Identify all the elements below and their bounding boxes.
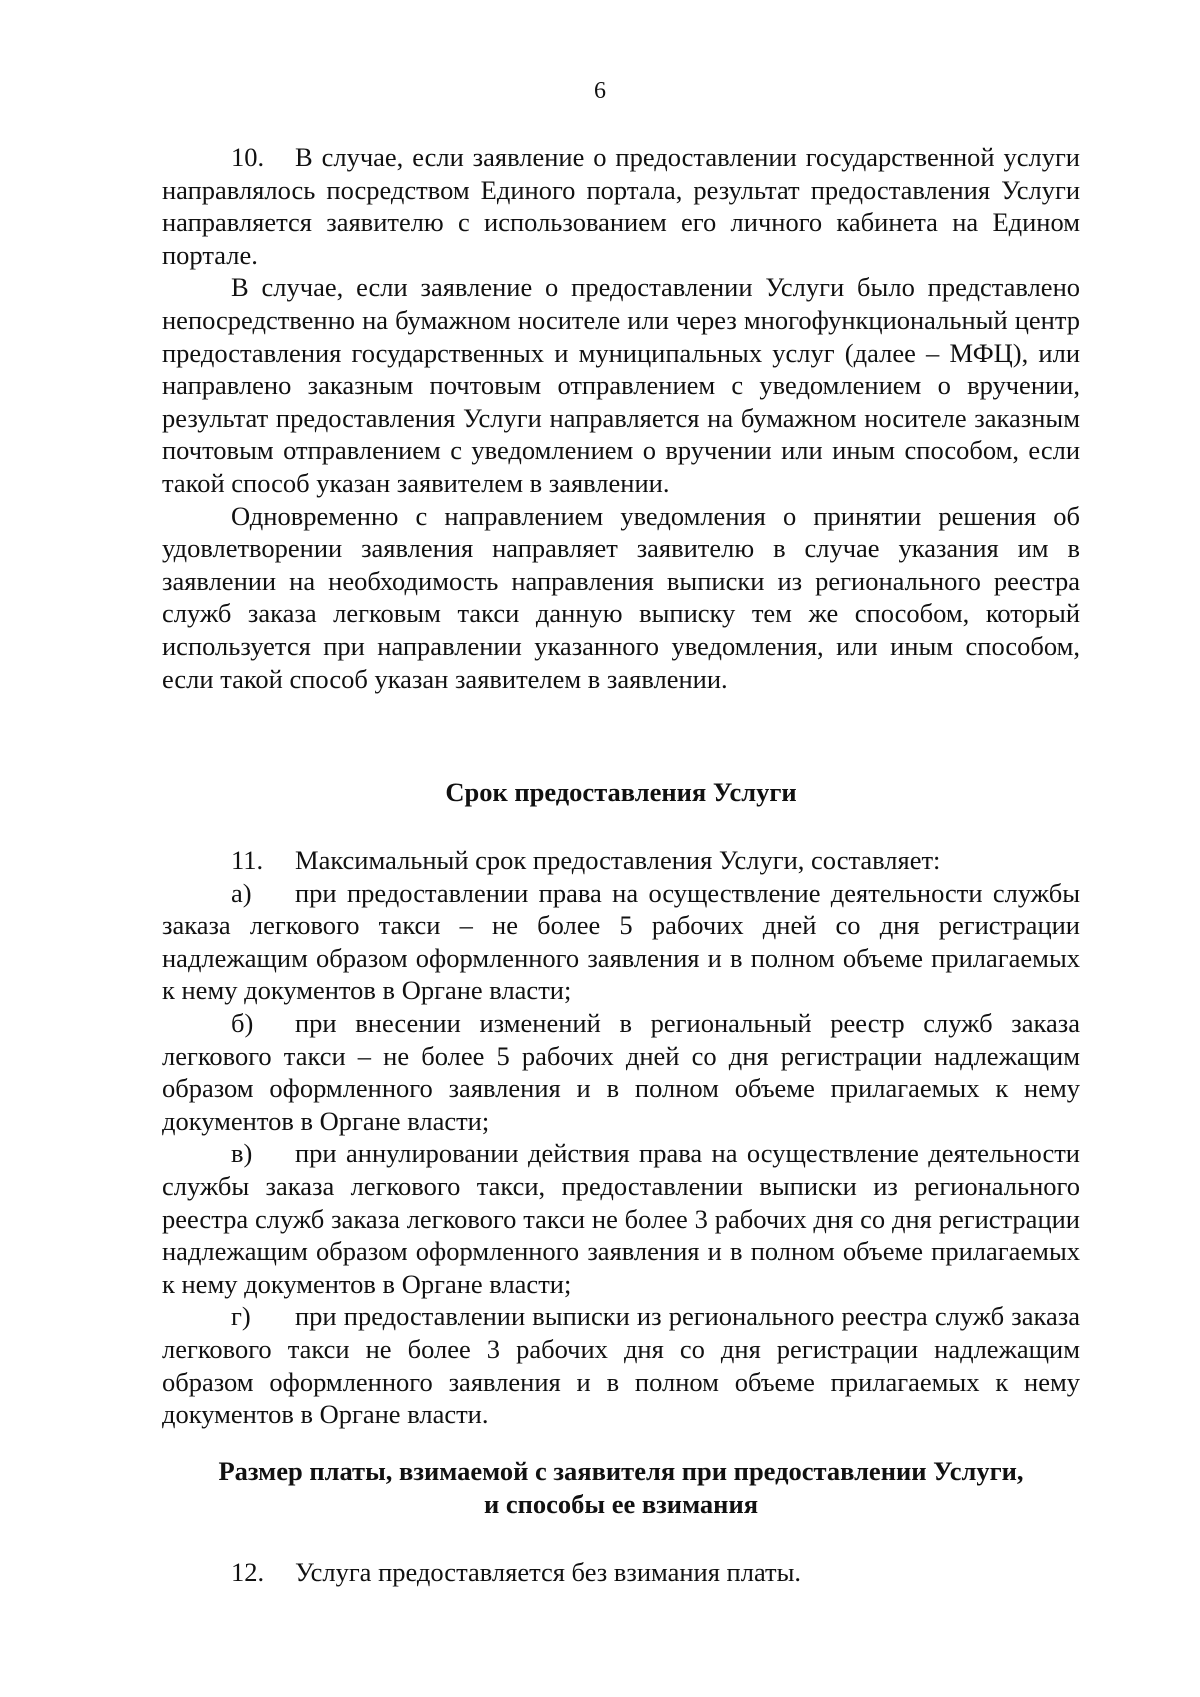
paragraph-11-b bbox=[162, 1007, 1080, 1137]
paragraph-text: Одновременно с направлением уведомления о принятии решения об удовлетворении заявления направляет заявителю в случае указания им в заявлении на необходимость направления выписки из регионального реестра служб заказа легковым такси данную выписку тем же способом, который используется при направлении указанного уведомления, или иным способом, если такой способ указан заявителем в заявлении. bbox=[162, 500, 1080, 694]
paragraph-number: 11. bbox=[231, 845, 264, 875]
heading-fee bbox=[162, 1455, 1080, 1520]
item-text: при аннулировании действия права на осуществление деятельности службы заказа легкового такси, предоставлении выписки из регионального реестра служб заказа легкового такси не более 3 рабочих дня со дня регистрации надлежащим образом оформленного заявления и в полном объеме прилагаемых к нему документов в Органе власти; bbox=[162, 1138, 1080, 1299]
paragraph-10-1 bbox=[162, 141, 1080, 271]
paragraph-11-intro bbox=[162, 844, 1080, 877]
item-label: в) bbox=[231, 1138, 253, 1169]
paragraph-11-v bbox=[162, 1137, 1080, 1300]
heading-fee-line-2: и способы ее взимания bbox=[483, 1488, 759, 1519]
paragraph-10-2 bbox=[162, 271, 1080, 499]
paragraph-11-a bbox=[162, 877, 1080, 1007]
paragraph-text: Максимальный срок предоставления Услуги, составляет: bbox=[295, 845, 941, 875]
section-10 bbox=[162, 141, 1080, 695]
page-number: 6 bbox=[594, 78, 606, 104]
paragraph-10-3 bbox=[162, 500, 1080, 696]
item-label: а) bbox=[231, 877, 252, 908]
paragraph-11-g bbox=[162, 1300, 1080, 1430]
item-text: при предоставлении выписки из регионального реестра служб заказа легкового такси не более 3 рабочих дня со дня регистрации надлежащим образом оформленного заявления и в полном объеме прилагаемых к нему документов в Органе власти. bbox=[162, 1301, 1080, 1430]
heading-fee-line-1: Размер платы, взимаемой с заявителя при предоставлении Услуги, bbox=[218, 1456, 1024, 1486]
item-label: г) bbox=[231, 1301, 251, 1332]
section-11 bbox=[162, 844, 1080, 1431]
paragraph-text: В случае, если заявление о предоставлении государственной услуги направлялось посредством Единого портала, результат предоставления Услуги направляется заявителю с использованием его личного кабинета на Едином портале. bbox=[162, 142, 1080, 270]
item-text: при внесении изменений в региональный реестр служб заказа легкового такси – не более 5 рабочих дней со дня регистрации надлежащим образом оформленного заявления и в полном объеме прилагаемых к нему документов в Органе власти; bbox=[162, 1007, 1080, 1136]
item-text: при предоставлении права на осуществление деятельности службы заказа легкового такси – не более 5 рабочих дней со дня регистрации надлежащим образом оформленного заявления и в полном объеме прилагаемых к нему документов в Органе власти; bbox=[162, 877, 1080, 1006]
paragraph-number: 12. bbox=[231, 1557, 265, 1587]
paragraph-text: В случае, если заявление о предоставлении Услуги было представлено непосредственно на бумажном носителе или через многофункциональный центр предоставления государственных и муниципальных услуг (далее – МФЦ), или направлено заказным почтовым отправлением с уведомлением о вручении, результат предоставления Услуги направляется на бумажном носителе заказным почтовым отправлением с уведомлением о вручении или иным способом, если такой способ указан заявителем в заявлении. bbox=[162, 272, 1080, 498]
item-label: б) bbox=[231, 1007, 254, 1038]
heading-term: Срок предоставления Услуги bbox=[445, 777, 797, 807]
paragraph-12 bbox=[162, 1556, 1080, 1589]
paragraph-number: 10. bbox=[231, 142, 265, 172]
section-12 bbox=[162, 1556, 1080, 1589]
paragraph-text: Услуга предоставляется без взимания платы. bbox=[295, 1557, 802, 1587]
